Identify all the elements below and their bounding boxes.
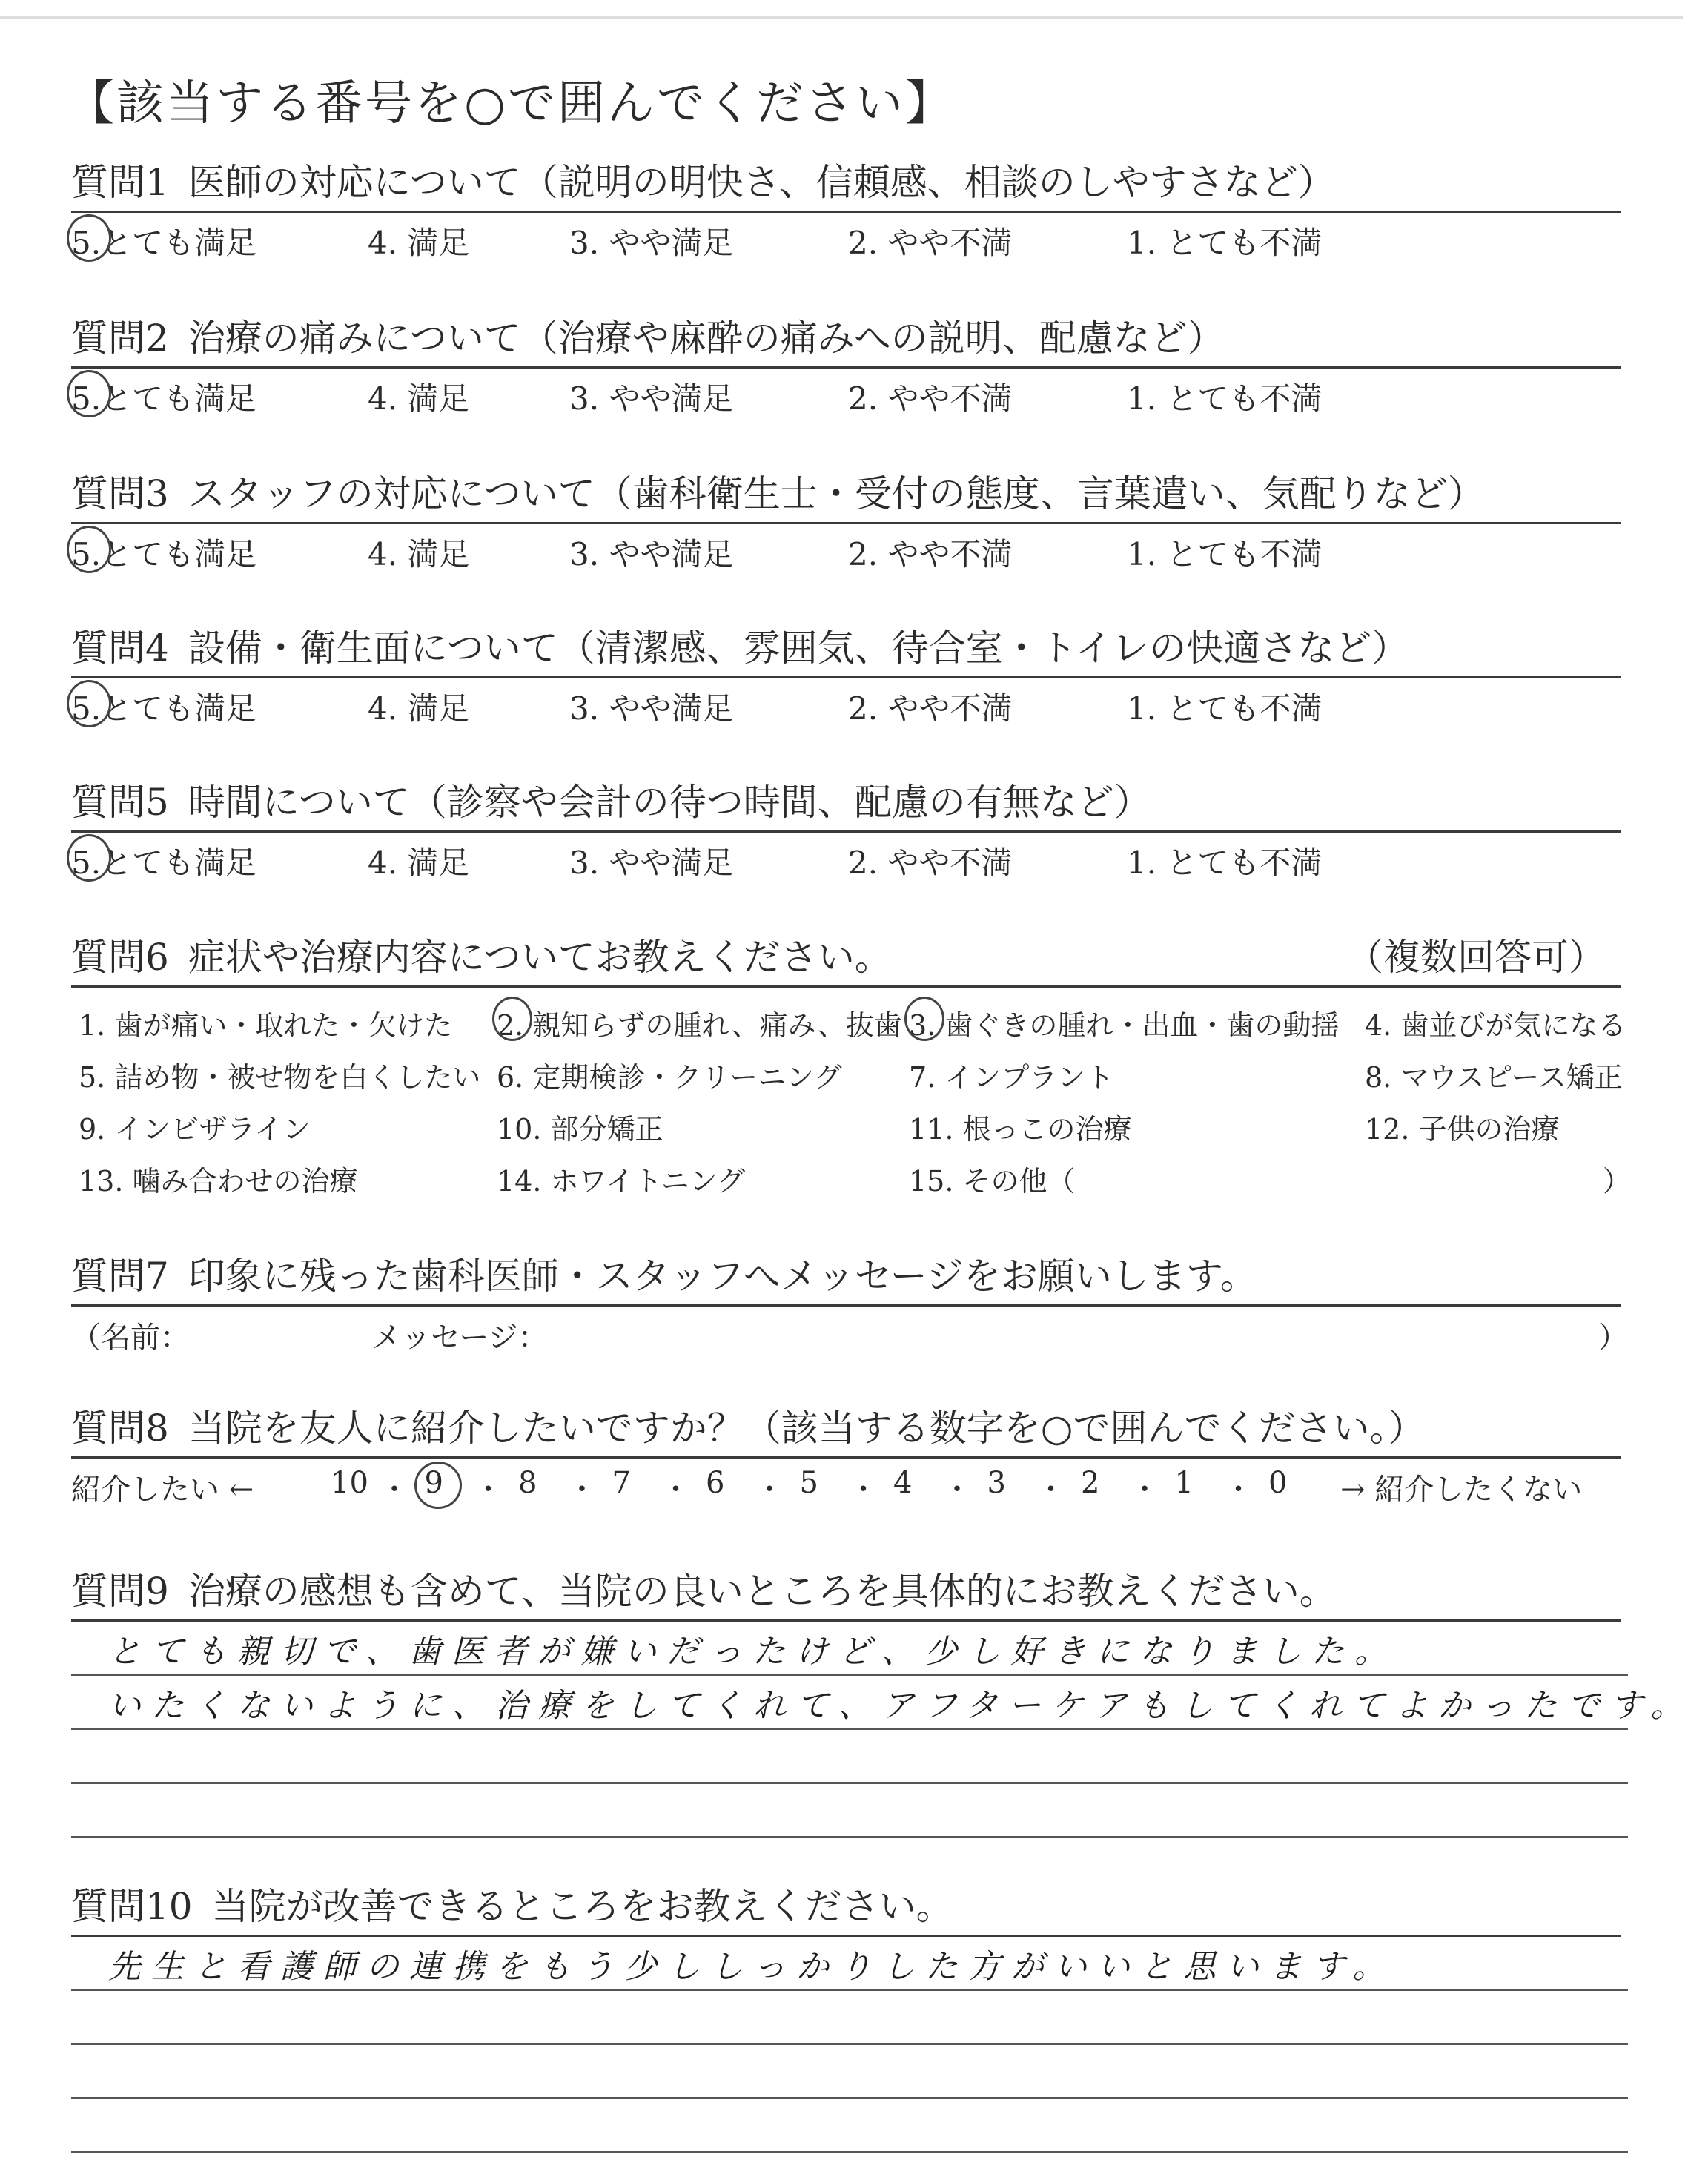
question-number: 質問5 xyxy=(71,781,169,824)
rating-option[interactable]: 5.とても満足 xyxy=(71,845,257,881)
scale-separator: ・ xyxy=(380,1473,409,1507)
question-title: 設備・衛生面について（清潔感、雰囲気、待合室・トイレの快適さなど） xyxy=(188,627,1409,670)
symptom-option[interactable]: 15. その他（ xyxy=(909,1165,1076,1198)
question-7 xyxy=(71,1249,1628,1354)
selection-circle xyxy=(904,997,944,1041)
selection-circle xyxy=(67,370,111,417)
selection-circle xyxy=(67,214,111,262)
rating-options xyxy=(71,369,1628,420)
scale-separator: ・ xyxy=(473,1473,503,1507)
instruction-header: 【該当する番号を○で囲んでください】 xyxy=(67,76,955,131)
message-fields xyxy=(71,1307,1628,1354)
symptom-option[interactable]: 2. 親知らずの腫れ、痛み、抜歯 xyxy=(497,1009,902,1042)
name-label: （名前： xyxy=(71,1321,190,1355)
scale-value[interactable]: 0 xyxy=(1268,1466,1288,1500)
rating-option[interactable]: 4. 満足 xyxy=(368,845,470,881)
question-number: 質問7 xyxy=(71,1255,169,1298)
scale-value[interactable]: 3 xyxy=(987,1466,1006,1500)
question-10 xyxy=(71,1880,1628,2153)
scale-value[interactable]: 4 xyxy=(893,1466,913,1500)
symptom-option[interactable]: 3. 歯ぐきの腫れ・出血・歯の動揺 xyxy=(909,1009,1340,1042)
rating-option[interactable]: 3. やや満足 xyxy=(569,380,734,417)
question-4 xyxy=(71,621,1628,730)
rating-option[interactable]: 3. やや満足 xyxy=(569,845,734,881)
scale-value[interactable]: 8 xyxy=(518,1466,537,1500)
question-number: 質問6 xyxy=(71,936,169,979)
scale-separator: ・ xyxy=(755,1473,784,1507)
symptom-option[interactable]: 4. 歯並びが気になる xyxy=(1365,1009,1626,1042)
scan-edge-line xyxy=(0,16,1683,19)
symptom-option[interactable]: 5. 詰め物・被せ物を白くしたい xyxy=(79,1061,481,1094)
symptom-option[interactable]: 7. インプラント xyxy=(909,1061,1114,1094)
rating-option[interactable]: 1. とても不満 xyxy=(1127,380,1323,417)
multiple-answer-note: （複数回答可） xyxy=(1346,936,1606,979)
selection-circle xyxy=(492,997,532,1041)
rating-option[interactable]: 1. とても不満 xyxy=(1127,225,1323,261)
rating-option[interactable]: 5.とても満足 xyxy=(71,225,257,261)
question-number: 質問9 xyxy=(71,1570,169,1613)
selection-circle xyxy=(67,526,111,573)
scale-separator: ・ xyxy=(661,1473,691,1507)
symptom-options xyxy=(71,988,1632,1203)
scale-value[interactable]: 10 xyxy=(331,1466,368,1500)
answer-area xyxy=(71,1937,1628,2153)
symptom-option[interactable]: 12. 子供の治療 xyxy=(1365,1113,1560,1146)
question-title: スタッフの対応について（歯科衛生士・受付の態度、言葉遣い、気配りなど） xyxy=(188,472,1485,515)
scale-separator: ・ xyxy=(848,1473,878,1507)
handwritten-answer: いたくないように、治療をしてくれて、アフターケアもしてくれてよかったです。 xyxy=(108,1687,1694,1725)
question-5 xyxy=(71,776,1628,885)
question-number: 質問4 xyxy=(71,627,169,670)
question-2 xyxy=(71,311,1628,420)
symptom-option[interactable]: 1. 歯が痛い・取れた・欠けた xyxy=(79,1009,453,1042)
question-title: 当院を友人に紹介したいですか？（該当する数字を○で囲んでください。） xyxy=(188,1407,1426,1450)
answer-line[interactable] xyxy=(71,1676,1694,1730)
rating-option[interactable]: 2. やや不満 xyxy=(848,690,1013,727)
scale-value[interactable]: 9 xyxy=(424,1466,443,1500)
rating-option[interactable]: 5.とても満足 xyxy=(71,690,257,727)
rating-option[interactable]: 1. とても不満 xyxy=(1127,845,1323,881)
question-number: 質問10 xyxy=(71,1885,193,1928)
symptom-option[interactable]: 14. ホワイトニング xyxy=(497,1165,746,1198)
question-title: 治療の感想も含めて、当院の良いところを具体的にお教えください。 xyxy=(188,1570,1337,1613)
close-paren: ） xyxy=(1598,1321,1628,1355)
answer-line[interactable] xyxy=(71,1784,1628,1838)
rating-option[interactable]: 5.とても満足 xyxy=(71,380,257,417)
recommend-right-label: → 紹介したくない xyxy=(1340,1473,1583,1507)
answer-line[interactable] xyxy=(71,2045,1628,2099)
answer-line[interactable] xyxy=(71,1730,1628,1784)
rating-option[interactable]: 4. 満足 xyxy=(368,690,470,727)
rating-option[interactable]: 1. とても不満 xyxy=(1127,690,1323,727)
rating-option[interactable]: 3. やや満足 xyxy=(569,225,734,261)
question-number: 質問3 xyxy=(71,472,169,515)
question-6 xyxy=(71,931,1632,1203)
scale-value[interactable]: 1 xyxy=(1174,1466,1194,1500)
answer-line[interactable] xyxy=(71,1937,1628,1991)
message-label: メッセージ： xyxy=(371,1321,548,1355)
question-title: 当院が改善できるところをお教えください。 xyxy=(211,1885,953,1928)
rating-option[interactable]: 3. やや満足 xyxy=(569,690,734,727)
rating-option[interactable]: 3. やや満足 xyxy=(569,536,734,572)
answer-line[interactable] xyxy=(71,2099,1628,2153)
rating-options xyxy=(71,833,1628,885)
symptom-option[interactable]: 11. 根っこの治療 xyxy=(909,1113,1132,1146)
symptom-option[interactable]: 8. マウスピース矯正 xyxy=(1365,1061,1623,1094)
question-3 xyxy=(71,467,1628,576)
question-8 xyxy=(71,1401,1628,1510)
rating-option[interactable]: 5.とても満足 xyxy=(71,536,257,572)
rating-option[interactable]: 2. やや不満 xyxy=(848,845,1013,881)
question-title: 症状や治療内容についてお教えください。 xyxy=(188,936,892,979)
rating-options xyxy=(71,213,1628,265)
symptom-option[interactable]: 10. 部分矯正 xyxy=(497,1113,663,1146)
answer-area xyxy=(71,1622,1694,1838)
symptom-option[interactable]: 9. インビザライン xyxy=(79,1113,311,1146)
recommend-scale xyxy=(71,1459,1628,1510)
scale-separator: ・ xyxy=(942,1473,972,1507)
question-title: 時間について（診察や会計の待つ時間、配慮の有無など） xyxy=(188,781,1151,824)
scale-separator: ・ xyxy=(567,1473,597,1507)
symptom-option[interactable]: 6. 定期検診・クリーニング xyxy=(497,1061,842,1094)
rating-option[interactable]: 2. やや不満 xyxy=(848,536,1013,572)
handwritten-answer: 先生と看護師の連携をもう少ししっかりした方がいいと思います。 xyxy=(108,1948,1396,1986)
answer-line[interactable] xyxy=(71,1991,1628,2045)
other-close-paren: ） xyxy=(1603,1165,1632,1198)
rating-option[interactable]: 1. とても不満 xyxy=(1127,536,1323,572)
question-9 xyxy=(71,1565,1694,1838)
selection-circle xyxy=(67,834,111,882)
question-title: 治療の痛みについて（治療や麻酔の痛みへの説明、配慮など） xyxy=(188,317,1225,360)
question-title: 医師の対応について（説明の明快さ、信頼感、相談のしやすさなど） xyxy=(188,161,1335,204)
question-number: 質問2 xyxy=(71,317,169,360)
handwritten-answer: とても親切で、歯医者が嫌いだったけど、少し好きになりました。 xyxy=(108,1633,1398,1671)
rating-options xyxy=(71,678,1628,730)
selection-circle xyxy=(414,1462,462,1509)
scale-value[interactable]: 7 xyxy=(612,1466,631,1500)
scale-value[interactable]: 2 xyxy=(1081,1466,1100,1500)
symptom-option[interactable]: 13. 噛み合わせの治療 xyxy=(79,1165,358,1198)
scale-separator: ・ xyxy=(1036,1473,1066,1507)
rating-option[interactable]: 4. 満足 xyxy=(368,380,470,417)
scale-separator: ・ xyxy=(1223,1473,1254,1507)
selection-circle xyxy=(67,680,111,727)
rating-option[interactable]: 4. 満足 xyxy=(368,536,470,572)
scale-value[interactable]: 6 xyxy=(706,1466,725,1500)
rating-option[interactable]: 2. やや不満 xyxy=(848,380,1013,417)
rating-option[interactable]: 2. やや不満 xyxy=(848,225,1013,261)
scale-separator: ・ xyxy=(1130,1473,1159,1507)
rating-option[interactable]: 4. 満足 xyxy=(368,225,470,261)
question-title: 印象に残った歯科医師・スタッフへメッセージをお願いします。 xyxy=(188,1255,1257,1298)
question-number: 質問1 xyxy=(71,161,169,204)
recommend-left-label: 紹介したい ← xyxy=(71,1473,254,1507)
question-number: 質問8 xyxy=(71,1407,169,1450)
answer-line[interactable] xyxy=(71,1622,1628,1676)
question-1 xyxy=(71,156,1628,265)
scale-value[interactable]: 5 xyxy=(799,1466,818,1500)
rating-options xyxy=(71,524,1628,576)
